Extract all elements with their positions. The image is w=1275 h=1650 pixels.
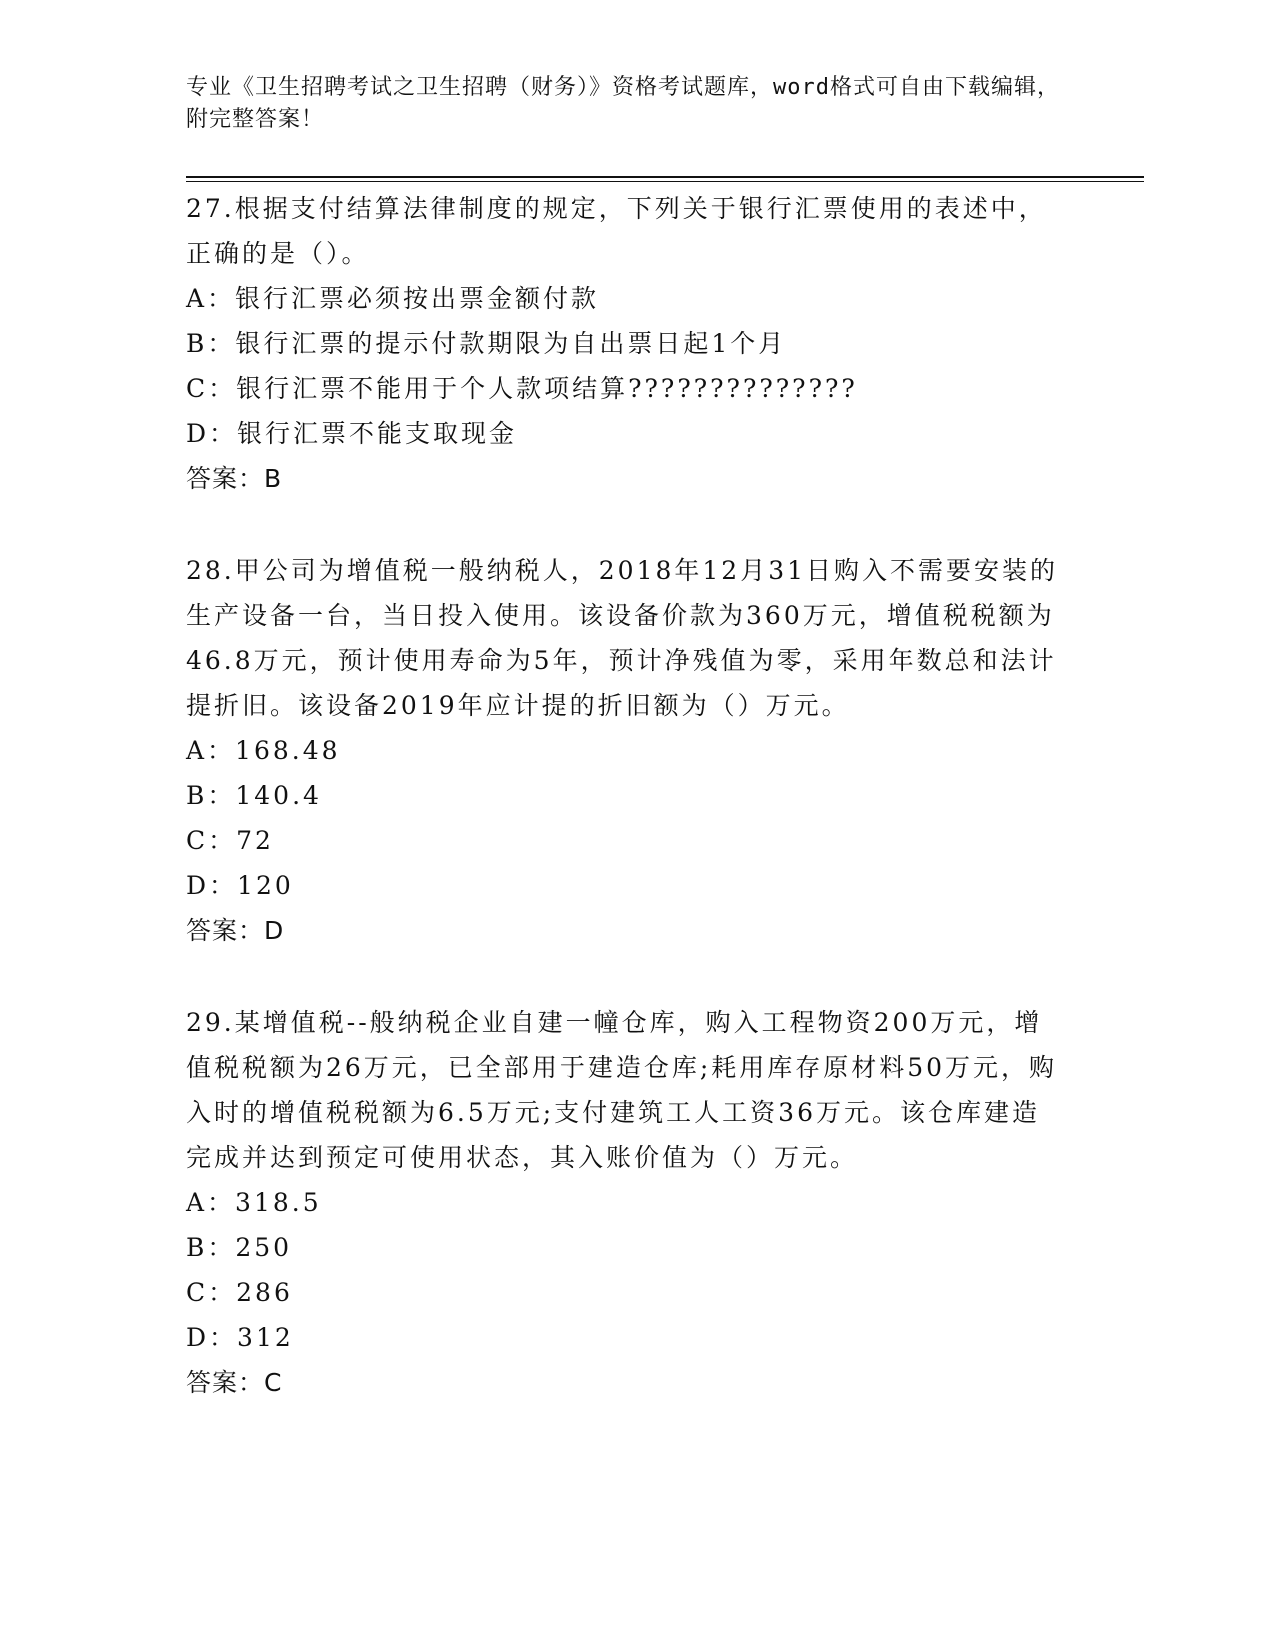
option-c: C：286 [186, 1278, 293, 1307]
option-a: A：168.48 [186, 736, 341, 765]
question-stem: 29.某增值税--般纳税企业自建一幢仓库，购入工程物资200万元，增值税税额为26万元，已全部用于建造仓库;耗用库存原材料50万元，购入时的增值税税额为6.5万元;支付建筑工人工资36万元。该仓库建造完成并达到预定可使用状态，其入账价值为（）万元。 [186, 1008, 1058, 1172]
option-c: C：银行汇票不能用于个人款项结算?????????????? [186, 374, 858, 403]
option-c: C：72 [186, 826, 274, 855]
option-a: A：318.5 [186, 1188, 322, 1217]
question-stem: 27.根据支付结算法律制度的规定，下列关于银行汇票使用的表述中，正确的是（）。 [186, 194, 1047, 268]
question-stem: 28.甲公司为增值税一般纳税人，2018年12月31日购入不需要安装的生产设备一台，当日投入使用。该设备价款为360万元，增值税税额为46.8万元，预计使用寿命为5年，预计净残值为零，采用年数总和法计提折旧。该设备2019年应计提的折旧额为（）万元。 [186, 556, 1059, 720]
answer: 答案：D [186, 916, 285, 945]
option-d: D：银行汇票不能支取现金 [186, 419, 518, 448]
option-b: B：250 [186, 1233, 293, 1262]
question-27 [186, 186, 1066, 501]
option-a: A：银行汇票必须按出票金额付款 [186, 284, 600, 313]
answer: 答案：C [186, 1368, 283, 1397]
option-d: D：312 [186, 1323, 294, 1352]
option-b: B：140.4 [186, 781, 322, 810]
header-divider [186, 176, 1144, 182]
answer: 答案：B [186, 464, 283, 493]
document-header: 专业《卫生招聘考试之卫生招聘（财务）》资格考试题库，word格式可自由下载编辑，附完整答案！ [186, 75, 1060, 132]
option-d: D：120 [186, 871, 294, 900]
option-b: B：银行汇票的提示付款期限为自出票日起1个月 [186, 329, 787, 358]
question-28 [186, 548, 1066, 953]
question-29 [186, 1000, 1066, 1405]
